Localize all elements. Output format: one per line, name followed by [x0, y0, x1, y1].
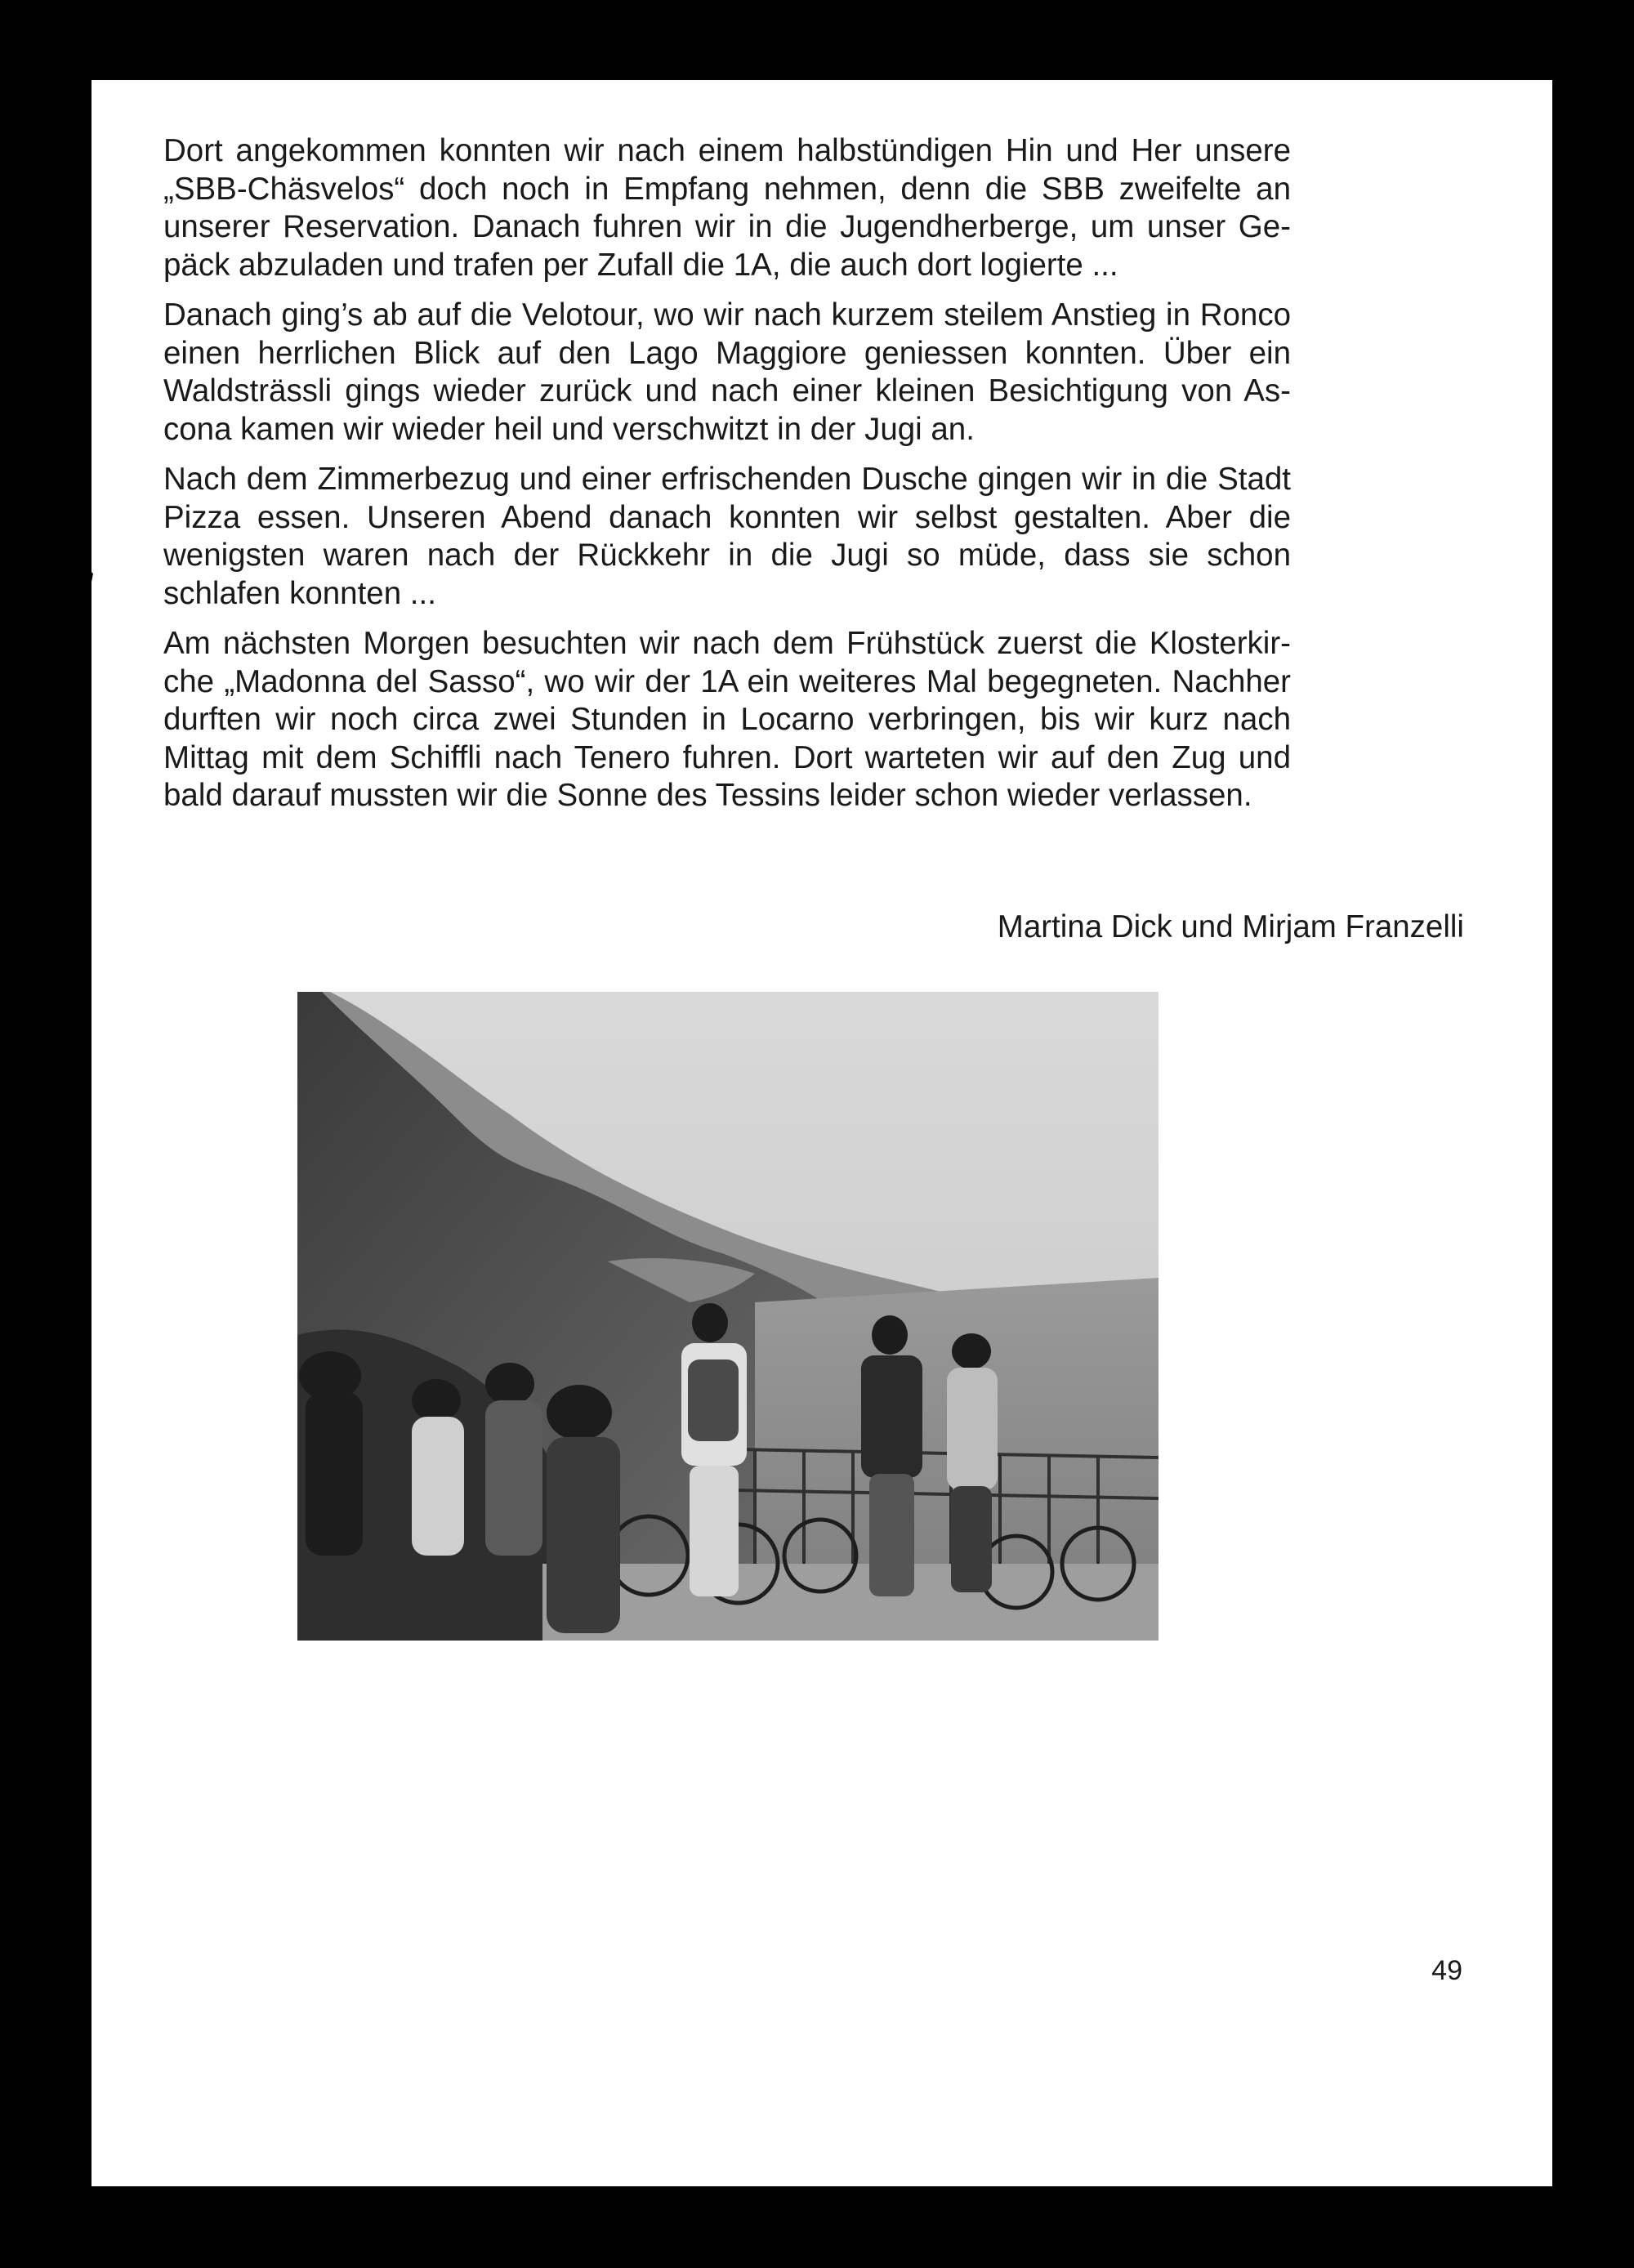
- paragraph-2: Danach ging’s ab auf die Velotour, wo wir nach kurzem steilem Anstieg in Ronco einen herrlichen Blick auf den Lago Maggiore geniessen konnten. Über ein Waldsträssli gings wieder zurück und nach einer kleinen Besichtigung von Ascona kamen wir wieder heil und verschwitzt in der Jugi an.: [163, 297, 1291, 447]
- page-number: 49: [1431, 1955, 1462, 1986]
- photo-illustration: [297, 992, 1159, 1641]
- author-signature: Martina Dick und Mirjam Franzelli: [997, 909, 1464, 944]
- cyclists-lake-view-photo: [297, 992, 1159, 1641]
- paragraph-4: Am nächsten Morgen besuchten wir nach dem Frühstück zuerst die Klosterkirche „Madonna del Sasso“, wo wir der 1A ein weiteres Mal begegneten. Nachher durften wir noch circa zwei Stunden in Locarno verbringen, bis wir kurz nach Mittag mit dem Schiffli nach Tenero fuhren. Dort warteten wir auf den Zug und bald darauf mussten wir die Sonne des Tessins leider schon wieder verlassen.: [163, 626, 1291, 813]
- paragraph-3: Nach dem Zimmerbezug und einer erfrischenden Dusche gingen wir in die Stadt Pizza essen. Unseren Abend danach konnten wir selbst gestalten. Aber die wenigsten waren nach der Rückkehr in die Jugi so müde, dass sie schon schlafen konnten ...: [163, 462, 1291, 611]
- paragraph-1: Dort angekommen konnten wir nach einem halbstündigen Hin und Her unsere „SBB-Chäsvelos“ doch noch in Empfang nehmen, denn die SBB zweifelte an unserer Reservation. Danach fuhren wir in die Jugendherberge, um unser Gepäck abzuladen und trafen per Zufall die 1A, die auch dort logierte ...: [163, 133, 1291, 283]
- article-body: [163, 132, 1291, 828]
